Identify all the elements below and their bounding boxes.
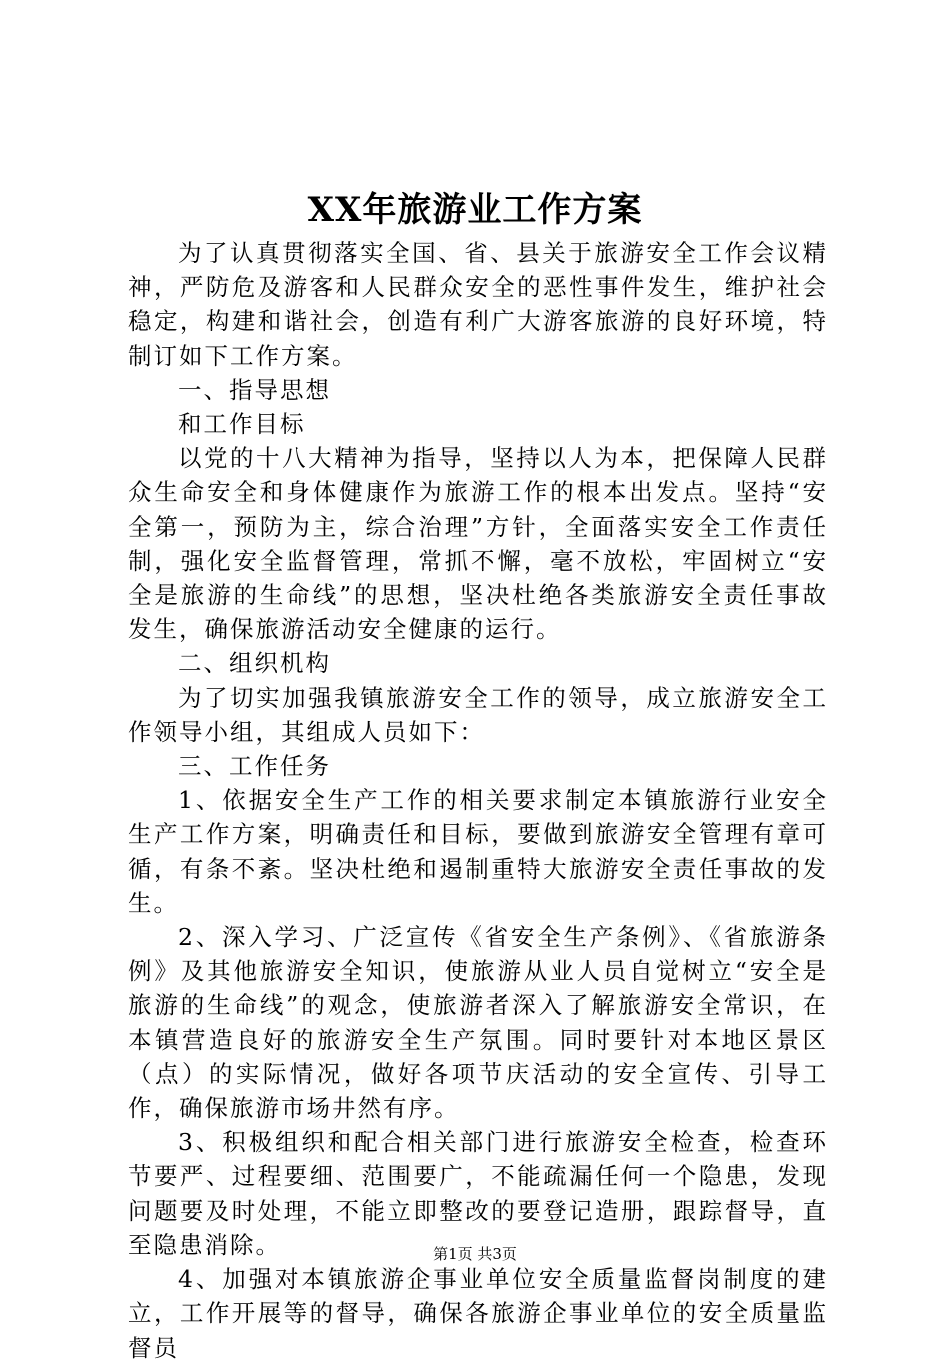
guiding-thought-paragraph: 以党的十八大精神为指导，坚持以人为本，把保障人民群众生命安全和身体健康作为旅游工作的根本出发点。坚持“安全第一，预防为主，综合治理”方针，全面落实安全工作责任制，强化安全监督管理，常抓不懈，毫不放松，牢固树立“安全是旅游的生命线”的思想，坚决杜绝各类旅游安全责任事故发生，确保旅游活动安全健康的运行。	[128, 444, 828, 644]
section-heading-organization: 二、组织机构	[178, 649, 331, 678]
task-item-4: 4、加强对本镇旅游企事业单位安全质量监督岗制度的建立，工作开展等的督导，确保各旅游企事业单位的安全质量监督员	[128, 1265, 828, 1362]
intro-paragraph: 为了认真贯彻落实全国、省、县关于旅游安全工作会议精神，严防危及游客和人民群众安全的恶性事件发生，维护社会稳定，构建和谐社会，创造有利广大游客旅游的良好环境，特制订如下工作方案。	[128, 239, 828, 370]
task-item-3: 3、积极组织和配合相关部门进行旅游安全检查，检查环节要严、过程要细、范围要广，不能疏漏任何一个隐患，发现问题要及时处理，不能立即整改的要登记造册，跟踪督导，直至隐患消除。	[128, 1128, 828, 1259]
document-body	[128, 236, 828, 1365]
page-footer: 第1页 共3页	[433, 1245, 517, 1263]
organization-paragraph: 为了切实加强我镇旅游安全工作的领导，成立旅游安全工作领导小组，其组成人员如下：	[128, 683, 828, 746]
section-heading-guiding-thought: 一、指导思想	[178, 375, 331, 404]
section-heading-tasks: 三、工作任务	[178, 752, 331, 781]
document-title: XX年旅游业工作方案	[307, 190, 643, 230]
task-item-1: 1、依据安全生产工作的相关要求制定本镇旅游行业安全生产工作方案，明确责任和目标，要做到旅游安全管理有章可循，有条不紊。坚决杜绝和遏制重特大旅游安全责任事故的发生。	[128, 786, 828, 917]
section-heading-work-goals: 和工作目标	[178, 410, 306, 439]
task-item-2: 2、深入学习、广泛宣传《省安全生产条例》、《省旅游条例》及其他旅游安全知识，使旅游从业人员自觉树立“安全是旅游的生命线”的观念，使旅游者深入了解旅游安全常识，在本镇营造良好的旅游安全生产氛围。同时要针对本地区景区（点）的实际情况，做好各项节庆活动的安全宣传、引导工作，确保旅游市场井然有序。	[128, 923, 828, 1123]
